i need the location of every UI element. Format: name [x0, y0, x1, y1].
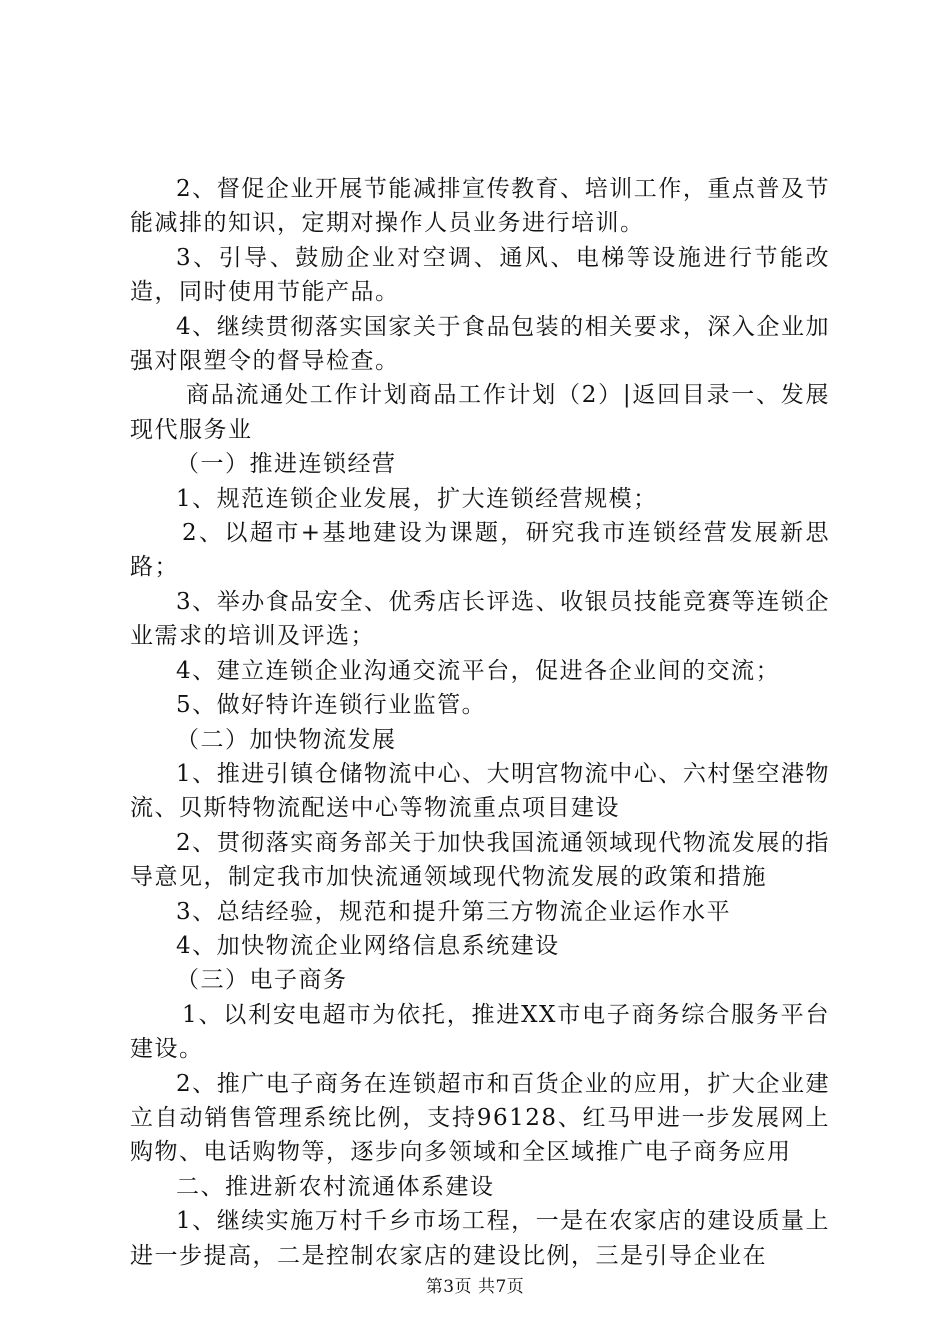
paragraph-logistics-projects: 1、推进引镇仓储物流中心、大明宫物流中心、六村堡空港物流、贝斯特物流配送中心等物流重点项目建设	[130, 760, 830, 822]
paragraph-third-party-logistics: 3、总结经验，规范和提升第三方物流企业运作水平	[176, 898, 732, 925]
paragraph-energy-retrofit: 3、引导、鼓励企业对空调、通风、电梯等设施进行节能改造，同时使用节能产品。	[130, 244, 830, 306]
subheading-logistics: （二）加快物流发展	[176, 726, 397, 753]
page-number-footer: 第3页 共7页	[425, 1277, 525, 1297]
subheading-ecommerce: （三）电子商务	[176, 967, 348, 994]
paragraph-ecommerce-platform: 1、以利安电超市为依托，推进XX市电子商务综合服务平台建设。	[130, 1001, 830, 1063]
paragraph-energy-training: 2、督促企业开展节能减排宣传教育、培训工作，重点普及节能减排的知识，定期对操作人员业务进行培训。	[130, 176, 830, 237]
paragraph-training-competition: 3、举办食品安全、优秀店长评选、收银员技能竞赛等连锁企业需求的培训及评选；	[130, 588, 830, 650]
paragraph-village-market: 1、继续实施万村千乡市场工程，一是在农家店的建设质量上进一步提高，二是控制农家店的建设比例，三是引导企业在	[130, 1208, 830, 1269]
paragraph-chain-scale: 1、规范连锁企业发展，扩大连锁经营规模；	[176, 485, 658, 512]
paragraph-plastic-limit: 4、继续贯彻落实国家关于食品包装的相关要求，深入企业加强对限塑令的督导检查。	[130, 313, 830, 375]
paragraph-logistics-policy: 2、贯彻落实商务部关于加快我国流通领域现代物流发展的指导意见，制定我市加快流通领域现代物流发展的政策和措施	[130, 829, 830, 891]
section-heading-modern-services: 商品流通处工作计划商品工作计划（2）|返回目录一、发展现代服务业	[130, 382, 830, 443]
section-heading-rural-circulation: 二、推进新农村流通体系建设	[176, 1173, 495, 1200]
paragraph-franchise-supervision: 5、做好特许连锁行业监管。	[176, 692, 487, 719]
paragraph-logistics-network: 4、加快物流企业网络信息系统建设	[176, 932, 560, 959]
paragraph-communication-platform: 4、建立连锁企业沟通交流平台，促进各企业间的交流；	[176, 657, 781, 684]
subheading-chain-operation: （一）推进连锁经营	[176, 451, 397, 478]
document-body	[130, 172, 830, 1273]
paragraph-ecommerce-promotion: 2、推广电子商务在连锁超市和百货企业的应用，扩大企业建立自动销售管理系统比例，支持96128、红马甲进一步发展网上购物、电话购物等，逐步向多领域和全区域推广电子商务应用	[130, 1070, 830, 1166]
paragraph-supermarket-base: 2、以超市+基地建设为课题，研究我市连锁经营发展新思路；	[130, 520, 830, 581]
